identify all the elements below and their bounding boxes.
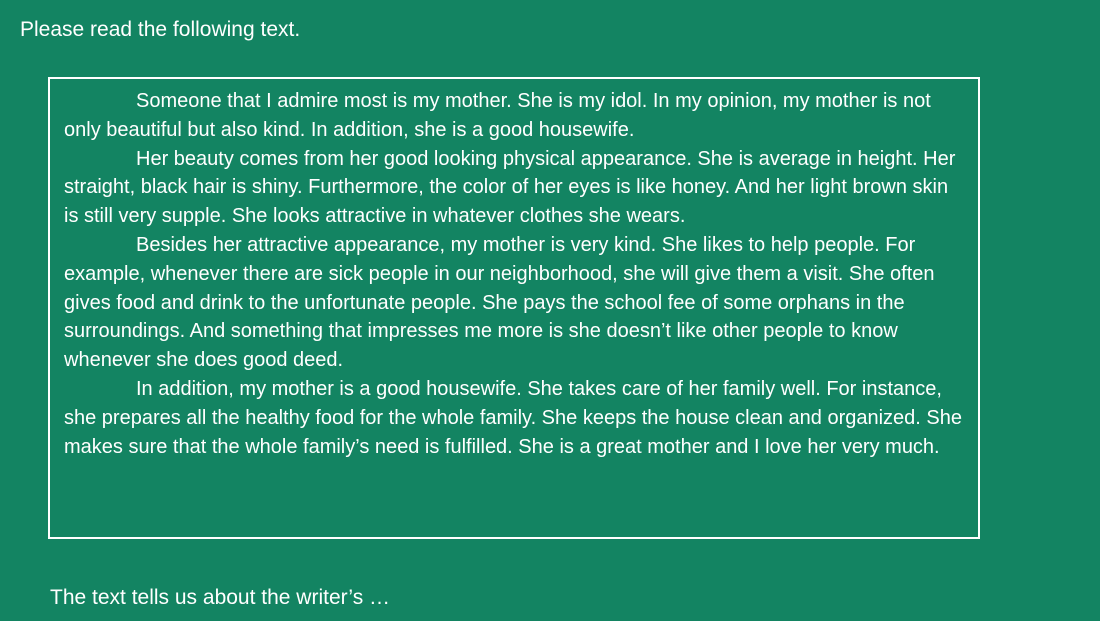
passage-paragraph-1: Someone that I admire most is my mother. She is my idol. In my opinion, my mother is not only beautiful but also kind. In addition, she is a good housewife.	[64, 90, 931, 141]
question-prompt: The text tells us about the writer’s …	[50, 586, 391, 609]
passage-paragraph-4: In addition, my mother is a good housewife. She takes care of her family well. For instance, she prepares all the healthy food for the whole family. She keeps the house clean and organized. She makes sure that the whole family’s need is fulfilled. She is a great mother and I love her very much.	[64, 377, 962, 458]
passage-paragraph-2: Her beauty comes from her good looking physical appearance. She is average in height. Her straight, black hair is shiny. Furthermore, the color of her eyes is like honey. And her light brown skin is still very supple. She looks attractive in whatever clothes she wears.	[64, 147, 956, 228]
passage-paragraph-3: Besides her attractive appearance, my mother is very kind. She likes to help people. For example, whenever there are sick people in our neighborhood, she will give them a visit. She often gives food and drink to the unfortunate people. She pays the school fee of some orphans in the surroundings. And something that impresses me more is she doesn’t like other people to know whenever she does good deed.	[64, 233, 935, 372]
reading-passage-box	[48, 77, 980, 539]
instruction-text: Please read the following text.	[20, 18, 301, 41]
